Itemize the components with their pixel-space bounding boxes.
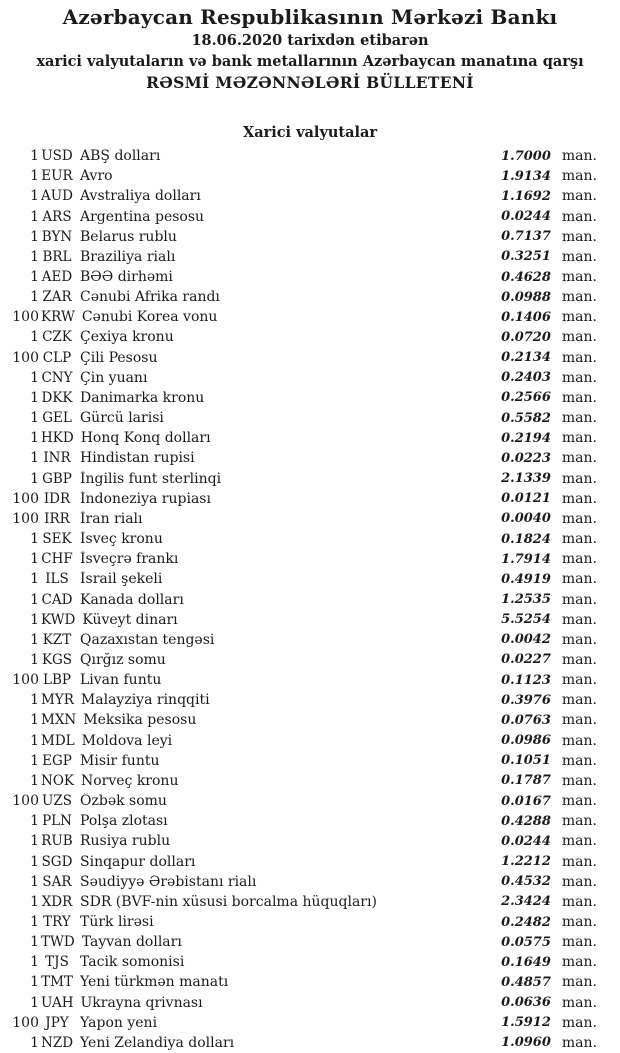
- currency-code-cell: IDR: [43, 490, 71, 507]
- rate-value-cell: 1.2212: [501, 854, 551, 870]
- quantity-cell: 1: [30, 389, 39, 406]
- rate-value-cell: 0.1406: [501, 309, 551, 325]
- currency-code-cell: MYR: [41, 692, 74, 709]
- rate-value-cell: 0.0223: [501, 450, 551, 466]
- rate-row: [0, 428, 620, 448]
- currency-name-cell: ABŞ dolları: [80, 148, 161, 165]
- rate-row: [0, 771, 620, 791]
- unit-label-cell: man.: [561, 1034, 597, 1051]
- quantity-cell: 1: [30, 833, 39, 850]
- unit-label-cell: man.: [561, 531, 597, 548]
- quantity-cell: 1: [30, 450, 39, 467]
- unit-label-cell: man.: [561, 349, 597, 366]
- unit-label-cell: man.: [561, 450, 597, 467]
- rate-value-cell: 0.1051: [501, 753, 551, 769]
- currency-code-cell: TJS: [45, 954, 69, 971]
- currency-code-cell: INR: [43, 450, 71, 467]
- currency-code-cell: UAH: [41, 994, 74, 1011]
- unit-label-cell: man.: [561, 833, 597, 850]
- quantity-cell: 1: [30, 651, 39, 668]
- rate-value-cell: 0.0636: [501, 995, 551, 1011]
- currency-code-cell: PLN: [42, 813, 72, 830]
- effective-date-line: 18.06.2020 tarixdən etibarən: [191, 32, 429, 49]
- rate-value-cell: 0.4628: [501, 269, 551, 285]
- unit-label-cell: man.: [561, 712, 597, 729]
- quantity-cell: 1: [30, 732, 39, 749]
- quantity-cell: 1: [30, 914, 39, 931]
- currency-code-cell: MXN: [41, 712, 77, 729]
- rate-row: [0, 630, 620, 650]
- rate-row: [0, 569, 620, 589]
- unit-label-cell: man.: [561, 631, 597, 648]
- quantity-cell: 100: [12, 793, 39, 810]
- quantity-cell: 1: [30, 772, 39, 789]
- rate-value-cell: 0.2566: [501, 390, 551, 406]
- unit-label-cell: man.: [561, 410, 597, 427]
- currency-name-cell: Yeni türkmən manatı: [80, 974, 229, 991]
- quantity-cell: 1: [30, 289, 39, 306]
- unit-label-cell: man.: [561, 793, 597, 810]
- unit-label-cell: man.: [561, 269, 597, 286]
- rate-value-cell: 1.5912: [501, 1015, 551, 1031]
- quantity-cell: 1: [30, 531, 39, 548]
- currency-name-cell: Tacik somonisi: [80, 954, 185, 971]
- rate-value-cell: 0.4857: [501, 974, 551, 990]
- rate-value-cell: 0.0988: [501, 289, 551, 305]
- currency-name-cell: İsrail şekeli: [80, 571, 163, 588]
- currency-name-cell: Rusiya rublu: [80, 833, 171, 850]
- unit-label-cell: man.: [561, 168, 597, 185]
- currency-name-cell: Norveç kronu: [80, 772, 179, 789]
- exchange-rates-table: [0, 146, 620, 1053]
- unit-label-cell: man.: [561, 208, 597, 225]
- rate-value-cell: 0.2403: [501, 370, 551, 386]
- currency-name-cell: Livan funtu: [80, 672, 162, 689]
- unit-label-cell: man.: [561, 148, 597, 165]
- currency-name-cell: İngilis funt sterlinqi: [80, 470, 222, 487]
- unit-label-cell: man.: [561, 914, 597, 931]
- currency-code-cell: GBP: [42, 470, 72, 487]
- currency-code-cell: IRR: [44, 510, 70, 527]
- currency-code-cell: AED: [41, 269, 73, 286]
- currency-code-cell: DKK: [41, 389, 73, 406]
- quantity-cell: 1: [30, 954, 39, 971]
- rate-row: [0, 690, 620, 710]
- rate-row: [0, 247, 620, 267]
- currency-name-cell: Səudiyyə Ərəbistanı rialı: [80, 873, 257, 890]
- quantity-cell: 100: [12, 1014, 39, 1031]
- rate-row: [0, 912, 620, 932]
- rate-value-cell: 0.0986: [501, 733, 551, 749]
- quantity-cell: 1: [30, 369, 39, 386]
- rate-value-cell: 5.5254: [501, 612, 551, 628]
- currency-name-cell: Küveyt dinarı: [82, 611, 178, 628]
- quantity-cell: 1: [30, 873, 39, 890]
- currency-name-cell: Sinqapur dolları: [80, 853, 196, 870]
- quantity-cell: 1: [30, 631, 39, 648]
- currency-name-cell: Çili Pesosu: [80, 349, 158, 366]
- currency-code-cell: KGS: [41, 651, 73, 668]
- currency-name-cell: Cənubi Korea vonu: [81, 309, 218, 326]
- currency-name-cell: Yapon yeni: [80, 1014, 158, 1031]
- currency-name-cell: İndoneziya rupiası: [80, 490, 211, 507]
- unit-label-cell: man.: [561, 430, 597, 447]
- rate-row: [0, 872, 620, 892]
- rate-row: [0, 327, 620, 347]
- rate-value-cell: 0.4532: [501, 874, 551, 890]
- quantity-cell: 1: [30, 1034, 39, 1051]
- currency-name-cell: Kanada dolları: [80, 591, 184, 608]
- rate-row: [0, 650, 620, 670]
- rate-row: [0, 610, 620, 630]
- quantity-cell: 1: [30, 591, 39, 608]
- rate-row: [0, 851, 620, 871]
- currency-code-cell: LBP: [43, 672, 71, 689]
- unit-label-cell: man.: [561, 974, 597, 991]
- unit-label-cell: man.: [561, 551, 597, 568]
- currency-name-cell: Polşa zlotası: [80, 813, 168, 830]
- rate-value-cell: 0.0121: [501, 491, 551, 507]
- rate-row: [0, 670, 620, 690]
- unit-label-cell: man.: [561, 853, 597, 870]
- unit-label-cell: man.: [561, 389, 597, 406]
- quantity-cell: 1: [30, 188, 39, 205]
- rate-value-cell: 1.2535: [501, 592, 551, 608]
- quantity-cell: 1: [30, 752, 39, 769]
- quantity-cell: 1: [30, 994, 39, 1011]
- rate-row: [0, 448, 620, 468]
- rate-value-cell: 0.3251: [501, 249, 551, 265]
- currency-name-cell: Avro: [80, 168, 113, 185]
- currency-code-cell: ILS: [45, 571, 69, 588]
- rate-row: [0, 509, 620, 529]
- currency-name-cell: Qırğız somu: [80, 651, 166, 668]
- unit-label-cell: man.: [561, 470, 597, 487]
- unit-label-cell: man.: [561, 289, 597, 306]
- rate-row: [0, 307, 620, 327]
- currency-name-cell: Misir funtu: [80, 752, 160, 769]
- bulletin-title: RƏSMİ MƏZƏNNƏLƏRİ BÜLLETENİ: [146, 73, 474, 92]
- rate-row: [0, 166, 620, 186]
- rate-value-cell: 0.3976: [501, 692, 551, 708]
- currency-code-cell: TWD: [41, 934, 75, 951]
- quantity-cell: 100: [12, 672, 39, 689]
- rate-value-cell: 0.2134: [501, 350, 551, 366]
- unit-label-cell: man.: [561, 1014, 597, 1031]
- rate-row: [0, 287, 620, 307]
- quantity-cell: 1: [30, 168, 39, 185]
- rate-value-cell: 0.2482: [501, 914, 551, 930]
- rate-row: [0, 408, 620, 428]
- rate-value-cell: 1.9134: [501, 168, 551, 184]
- rate-row: [0, 186, 620, 206]
- quantity-cell: 1: [30, 893, 39, 910]
- currency-name-cell: Çin yuanı: [80, 369, 148, 386]
- unit-label-cell: man.: [561, 248, 597, 265]
- currency-name-cell: İsveçrə frankı: [80, 551, 179, 568]
- rate-row: [0, 227, 620, 247]
- rate-row: [0, 1013, 620, 1033]
- currency-name-cell: Hindistan rupisi: [80, 450, 195, 467]
- unit-label-cell: man.: [561, 329, 597, 346]
- rate-value-cell: 0.0763: [501, 712, 551, 728]
- rate-value-cell: 1.7000: [501, 148, 551, 164]
- currency-code-cell: KRW: [41, 309, 75, 326]
- currency-name-cell: Belarus rublu: [80, 228, 177, 245]
- currency-name-cell: Çexiya kronu: [80, 329, 174, 346]
- rate-value-cell: 0.0227: [501, 652, 551, 668]
- rate-value-cell: 1.7914: [501, 551, 551, 567]
- currency-code-cell: CAD: [41, 591, 73, 608]
- rate-row: [0, 1033, 620, 1053]
- rate-value-cell: 0.1824: [501, 531, 551, 547]
- quantity-cell: 1: [30, 430, 39, 447]
- rate-row: [0, 710, 620, 730]
- rate-value-cell: 0.0244: [501, 209, 551, 225]
- currency-code-cell: ARS: [42, 208, 72, 225]
- rate-row: [0, 791, 620, 811]
- currency-name-cell: Braziliya rialı: [80, 248, 176, 265]
- quantity-cell: 1: [30, 228, 39, 245]
- currency-code-cell: BYN: [41, 228, 73, 245]
- currency-code-cell: CNY: [41, 369, 73, 386]
- unit-label-cell: man.: [561, 772, 597, 789]
- rate-row: [0, 489, 620, 509]
- rate-row: [0, 206, 620, 226]
- rate-value-cell: 0.0167: [501, 793, 551, 809]
- currency-name-cell: İran rialı: [80, 510, 143, 527]
- currency-code-cell: AUD: [41, 188, 73, 205]
- currency-code-cell: SEK: [42, 531, 72, 548]
- scope-line: xarici valyutaların və bank metallarının Azərbaycan manatına qarşı: [36, 53, 584, 70]
- currency-code-cell: NOK: [41, 772, 74, 789]
- section-title-foreign-currencies: Xarici valyutalar: [242, 124, 378, 141]
- currency-name-cell: Özbək somu: [80, 793, 167, 810]
- currency-code-cell: XDR: [41, 893, 73, 910]
- currency-code-cell: EGP: [42, 752, 72, 769]
- unit-label-cell: man.: [561, 954, 597, 971]
- rate-value-cell: 0.1649: [501, 954, 551, 970]
- rate-row: [0, 952, 620, 972]
- quantity-cell: 100: [12, 510, 39, 527]
- rate-row: [0, 388, 620, 408]
- quantity-cell: 1: [30, 611, 39, 628]
- rate-row: [0, 549, 620, 569]
- rate-row: [0, 529, 620, 549]
- rate-row: [0, 831, 620, 851]
- rate-value-cell: 0.4288: [501, 813, 551, 829]
- quantity-cell: 1: [30, 853, 39, 870]
- rate-value-cell: 0.0720: [501, 329, 551, 345]
- unit-label-cell: man.: [561, 893, 597, 910]
- unit-label-cell: man.: [561, 873, 597, 890]
- currency-code-cell: RUB: [41, 833, 73, 850]
- rate-row: [0, 892, 620, 912]
- quantity-cell: 1: [30, 470, 39, 487]
- rate-value-cell: 0.2194: [501, 430, 551, 446]
- rate-row: [0, 932, 620, 952]
- currency-name-cell: Qazaxıstan tengəsi: [80, 631, 215, 648]
- rate-value-cell: 0.4919: [501, 571, 551, 587]
- bulletin-header: [0, 0, 620, 94]
- currency-name-cell: Gürcü larisi: [80, 410, 164, 427]
- currency-code-cell: SGD: [41, 853, 73, 870]
- currency-name-cell: Danimarka kronu: [80, 389, 205, 406]
- rate-value-cell: 0.0040: [501, 511, 551, 527]
- rate-value-cell: 0.5582: [501, 410, 551, 426]
- currency-name-cell: Yeni Zelandiya dolları: [80, 1034, 235, 1051]
- quantity-cell: 1: [30, 571, 39, 588]
- currency-code-cell: HKD: [41, 430, 74, 447]
- currency-code-cell: CHF: [41, 551, 73, 568]
- quantity-cell: 1: [30, 934, 39, 951]
- quantity-cell: 1: [30, 974, 39, 991]
- currency-name-cell: SDR (BVF-nin xüsusi borcalma hüquqları): [80, 893, 377, 910]
- currency-code-cell: UZS: [41, 793, 72, 810]
- unit-label-cell: man.: [561, 994, 597, 1011]
- currency-code-cell: MDL: [41, 732, 75, 749]
- rate-row: [0, 993, 620, 1013]
- rate-value-cell: 0.1123: [501, 672, 551, 688]
- unit-label-cell: man.: [561, 752, 597, 769]
- quantity-cell: 1: [30, 148, 39, 165]
- rate-row: [0, 146, 620, 166]
- quantity-cell: 100: [12, 349, 39, 366]
- currency-code-cell: ZAR: [42, 289, 72, 306]
- quantity-cell: 1: [30, 712, 39, 729]
- currency-code-cell: SAR: [42, 873, 72, 890]
- unit-label-cell: man.: [561, 309, 597, 326]
- currency-code-cell: CZK: [42, 329, 72, 346]
- rate-row: [0, 348, 620, 368]
- rate-row: [0, 972, 620, 992]
- unit-label-cell: man.: [561, 571, 597, 588]
- currency-name-cell: Honq Konq dolları: [80, 430, 211, 447]
- rate-value-cell: 1.0960: [501, 1035, 551, 1051]
- quantity-cell: 1: [30, 269, 39, 286]
- currency-name-cell: BƏƏ dirhəmi: [80, 269, 173, 286]
- currency-name-cell: Ukrayna qrivnası: [80, 994, 203, 1011]
- unit-label-cell: man.: [561, 228, 597, 245]
- bank-title: Azərbaycan Respublikasının Mərkəzi Bankı: [62, 5, 558, 29]
- unit-label-cell: man.: [561, 651, 597, 668]
- currency-name-cell: Meksika pesosu: [83, 712, 197, 729]
- unit-label-cell: man.: [561, 672, 597, 689]
- quantity-cell: 1: [30, 329, 39, 346]
- unit-label-cell: man.: [561, 591, 597, 608]
- quantity-cell: 100: [12, 309, 39, 326]
- unit-label-cell: man.: [561, 490, 597, 507]
- rate-row: [0, 368, 620, 388]
- quantity-cell: 1: [30, 208, 39, 225]
- quantity-cell: 1: [30, 692, 39, 709]
- currency-name-cell: İsveç kronu: [80, 531, 163, 548]
- currency-code-cell: NZD: [41, 1034, 74, 1051]
- unit-label-cell: man.: [561, 611, 597, 628]
- unit-label-cell: man.: [561, 188, 597, 205]
- currency-code-cell: KWD: [41, 611, 76, 628]
- rate-value-cell: 0.0244: [501, 833, 551, 849]
- rate-row: [0, 589, 620, 609]
- unit-label-cell: man.: [561, 692, 597, 709]
- quantity-cell: 1: [30, 551, 39, 568]
- currency-code-cell: CLP: [42, 349, 72, 366]
- rate-value-cell: 0.0042: [501, 632, 551, 648]
- currency-code-cell: KZT: [42, 631, 72, 648]
- rate-value-cell: 2.1339: [501, 471, 551, 487]
- rate-value-cell: 0.1787: [501, 773, 551, 789]
- rate-value-cell: 2.3424: [501, 894, 551, 910]
- quantity-cell: 1: [30, 813, 39, 830]
- currency-name-cell: Moldova leyi: [81, 732, 173, 749]
- currency-code-cell: GEL: [42, 410, 72, 427]
- currency-name-cell: Avstraliya dolları: [80, 188, 201, 205]
- rate-value-cell: 0.0575: [501, 934, 551, 950]
- currency-name-cell: Türk lirəsi: [80, 914, 154, 931]
- quantity-cell: 1: [30, 410, 39, 427]
- rate-row: [0, 731, 620, 751]
- currency-code-cell: EUR: [41, 168, 73, 185]
- unit-label-cell: man.: [561, 510, 597, 527]
- unit-label-cell: man.: [561, 813, 597, 830]
- currency-name-cell: Argentina pesosu: [80, 208, 205, 225]
- quantity-cell: 1: [30, 248, 39, 265]
- currency-code-cell: BRL: [42, 248, 72, 265]
- rate-row: [0, 267, 620, 287]
- currency-name-cell: Malayziya rinqqiti: [80, 692, 210, 709]
- rate-row: [0, 751, 620, 771]
- rate-value-cell: 1.1692: [501, 188, 551, 204]
- quantity-cell: 100: [12, 490, 39, 507]
- currency-name-cell: Tayvan dolları: [81, 934, 182, 951]
- currency-code-cell: USD: [41, 148, 73, 165]
- unit-label-cell: man.: [561, 369, 597, 386]
- rate-value-cell: 0.7137: [501, 229, 551, 245]
- unit-label-cell: man.: [561, 732, 597, 749]
- currency-code-cell: JPY: [45, 1014, 69, 1031]
- currency-code-cell: TMT: [41, 974, 73, 991]
- currency-name-cell: Cənubi Afrika randı: [80, 289, 220, 306]
- currency-code-cell: TRY: [43, 914, 71, 931]
- unit-label-cell: man.: [561, 934, 597, 951]
- rate-row: [0, 811, 620, 831]
- rate-row: [0, 469, 620, 489]
